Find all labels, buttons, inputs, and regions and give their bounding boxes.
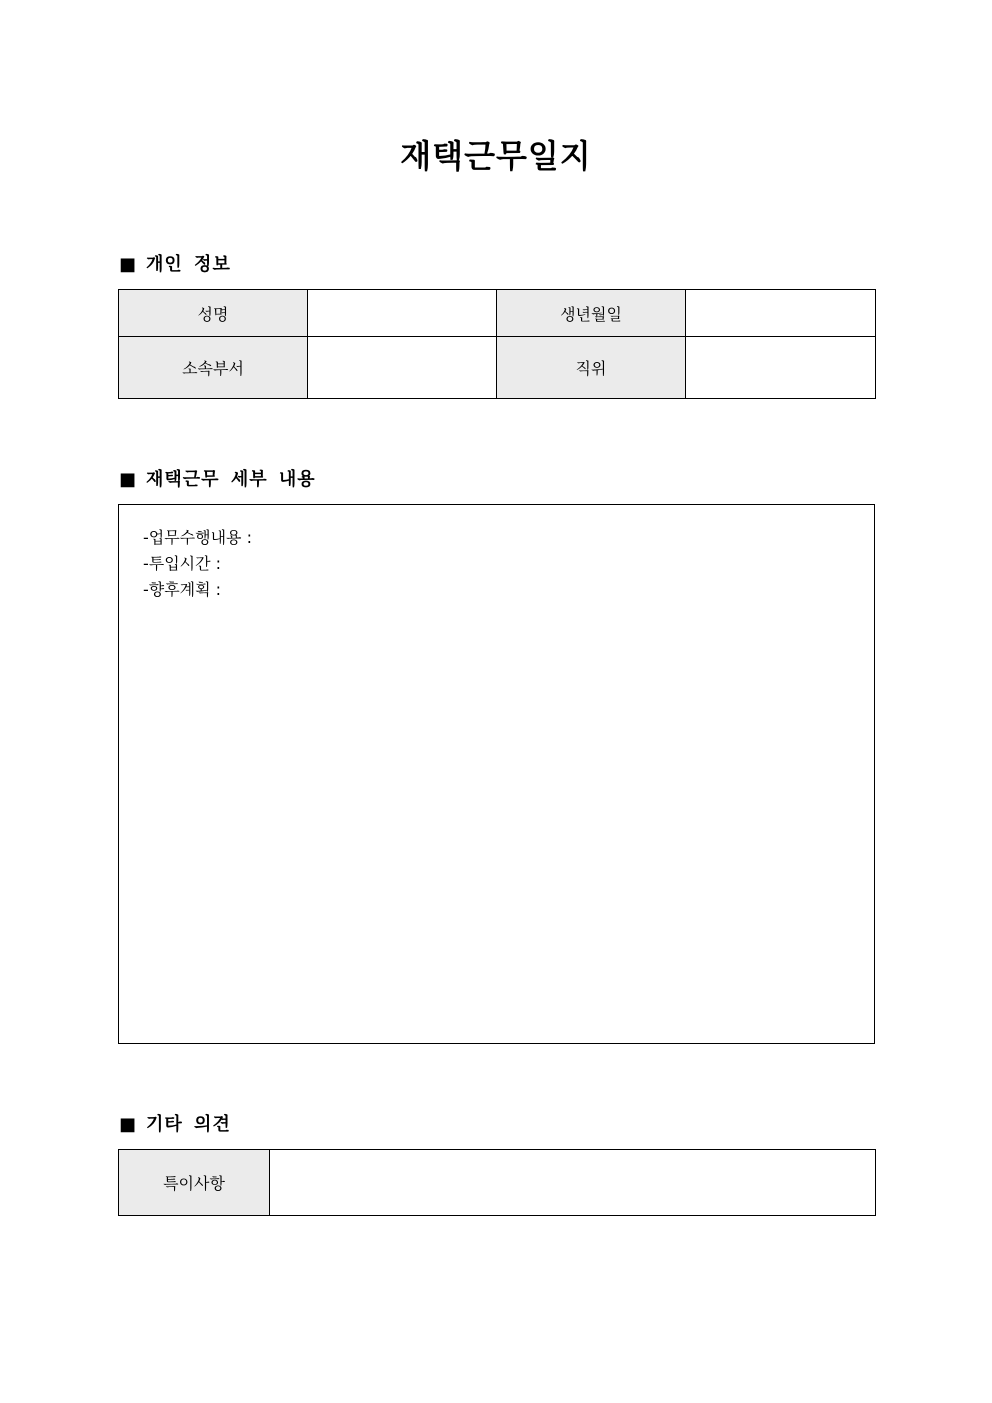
future-plan-line: -향후계획 : bbox=[143, 580, 222, 599]
square-bullet-icon: ■ bbox=[119, 1114, 137, 1135]
position-label: 직위 bbox=[497, 337, 686, 399]
remarks-field[interactable] bbox=[270, 1150, 876, 1216]
other-opinion-table bbox=[118, 1149, 876, 1216]
table-row bbox=[119, 290, 876, 337]
section-heading-label: 재택근무 세부 내용 bbox=[146, 469, 316, 490]
personal-info-table bbox=[118, 289, 876, 399]
page-title: 재택근무일지 bbox=[400, 137, 592, 175]
section-heading-work-details bbox=[119, 468, 316, 492]
table-row bbox=[119, 337, 876, 399]
position-field[interactable] bbox=[686, 337, 876, 399]
section-heading-label: 기타 의견 bbox=[146, 1114, 231, 1135]
section-heading-other-opinion bbox=[119, 1113, 231, 1137]
section-heading-personal-info bbox=[119, 253, 231, 277]
remarks-label: 특이사항 bbox=[119, 1150, 270, 1216]
birth-date-label: 생년월일 bbox=[497, 290, 686, 337]
department-field[interactable] bbox=[308, 337, 497, 399]
name-label: 성명 bbox=[119, 290, 308, 337]
square-bullet-icon: ■ bbox=[119, 254, 137, 275]
department-label: 소속부서 bbox=[119, 337, 308, 399]
square-bullet-icon: ■ bbox=[119, 469, 137, 490]
work-performed-line: -업무수행내용 : bbox=[143, 528, 252, 547]
section-heading-label: 개인 정보 bbox=[146, 254, 231, 275]
name-field[interactable] bbox=[308, 290, 497, 337]
birth-date-field[interactable] bbox=[686, 290, 876, 337]
time-invested-line: -투입시간 : bbox=[143, 554, 222, 573]
work-details-box[interactable] bbox=[118, 504, 875, 1044]
work-details-lines bbox=[143, 525, 252, 603]
table-row bbox=[119, 1150, 876, 1216]
